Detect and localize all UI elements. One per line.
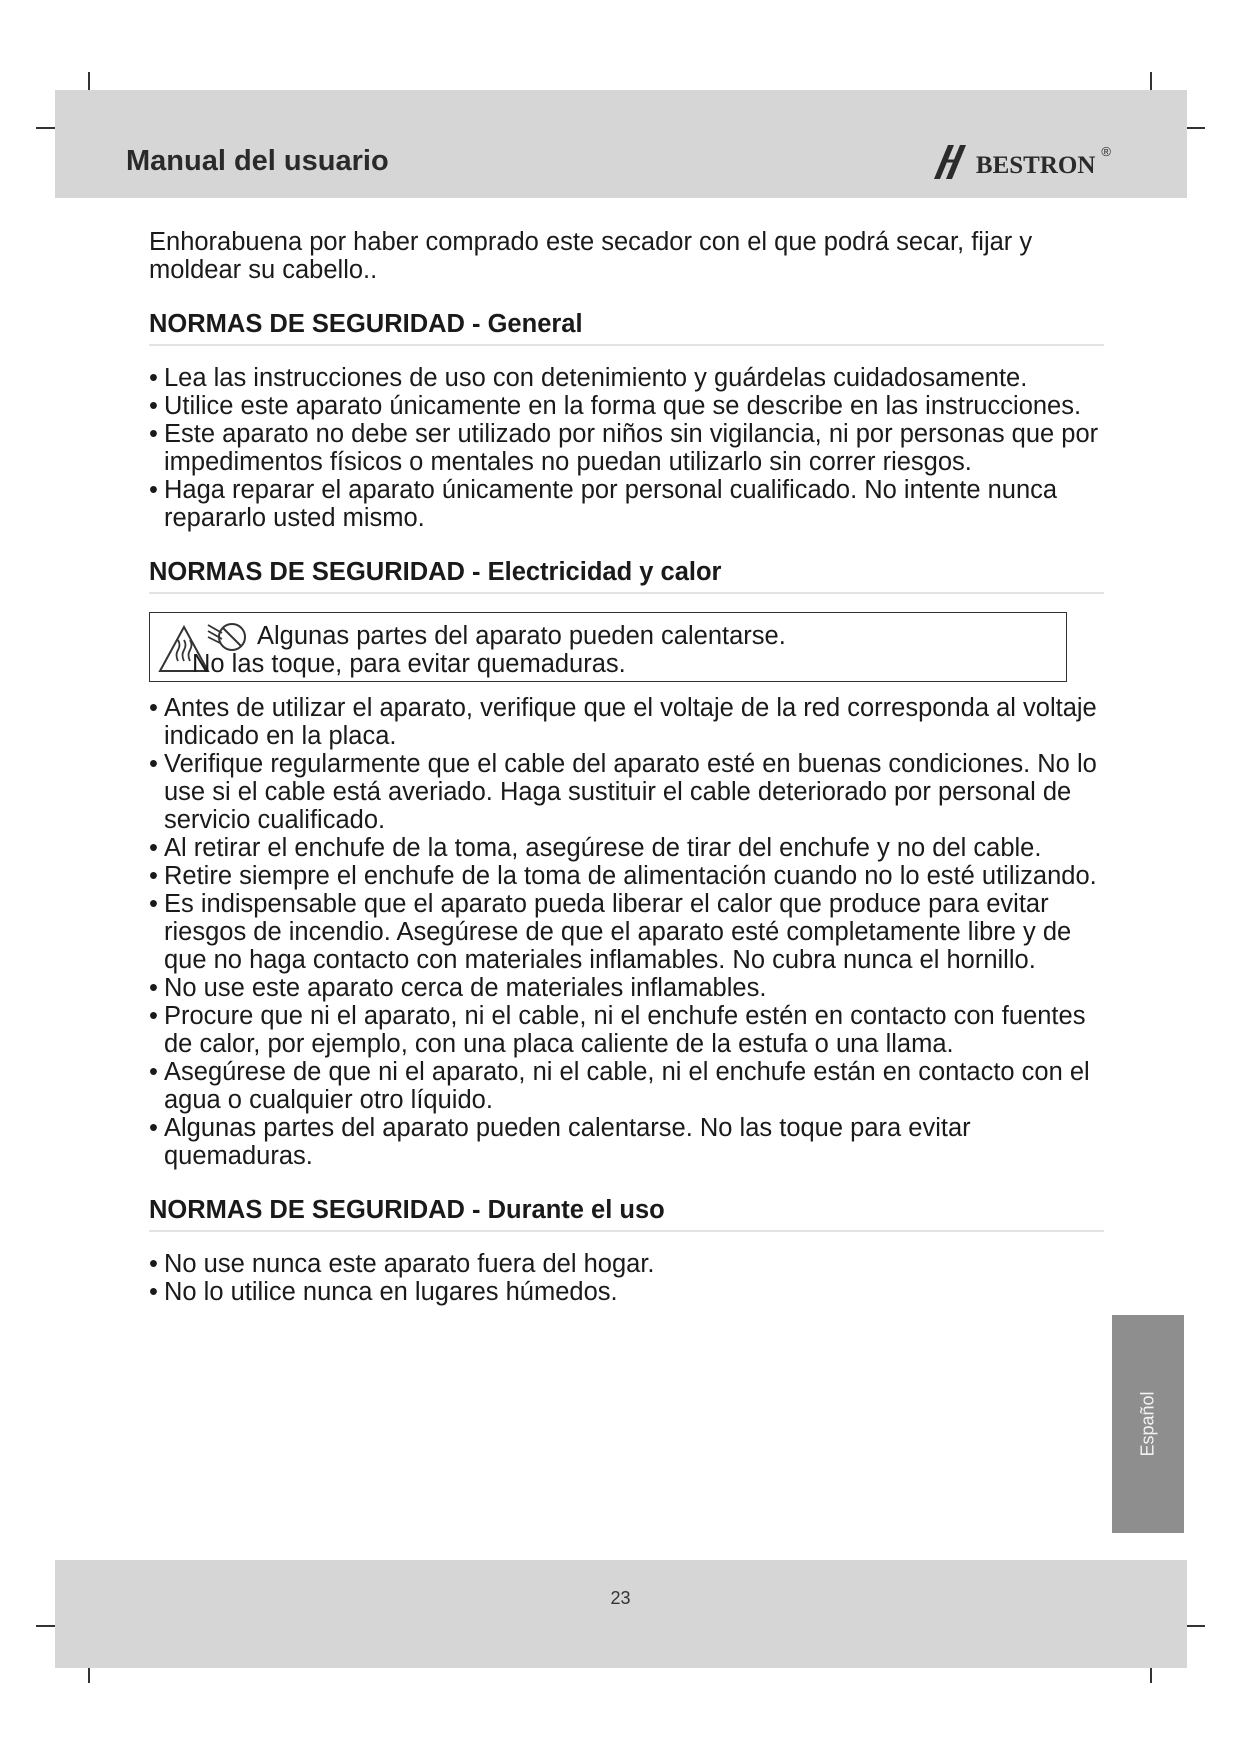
bullet-dot-icon: • [149, 694, 158, 722]
list-item: • Retire siempre el enchufe de la toma de alimentación cuando no lo esté utilizando. [149, 862, 1097, 890]
footer-band [55, 1560, 1187, 1668]
hot-surface-warning-box [149, 612, 1067, 682]
list-item: • Antes de utilizar el aparato, verifique que el voltaje de la red corresponda al voltaje indicado en la placa. [149, 694, 1097, 750]
bullet-dot-icon: • [149, 862, 158, 890]
list-item: • Procure que ni el aparato, ni el cable, ni el enchufe estén en contacto con fuentes de calor, por ejemplo, con una placa caliente de la estufa o una llama. [149, 1002, 1086, 1058]
list-item: • Utilice este aparato únicamente en la forma que se describe en las instrucciones. [149, 392, 1082, 420]
bullet-dot-icon: • [149, 1250, 158, 1278]
bullet-dot-icon: • [149, 890, 158, 918]
language-label: Español [1137, 1391, 1158, 1457]
bullet-dot-icon: • [149, 420, 158, 448]
safety-list-electricity [149, 694, 1109, 1170]
list-item: • No lo utilice nunca en lugares húmedos. [149, 1278, 618, 1306]
list-item: • Lea las instrucciones de uso con detenimiento y guárdelas cuidadosamente. [149, 364, 1028, 392]
warning-text-line1: Algunas partes del aparato pueden calentarse. [257, 622, 786, 650]
section-heading-general: NORMAS DE SEGURIDAD - General [149, 310, 1104, 346]
registered-mark: ® [1101, 144, 1111, 159]
brand-logo [932, 140, 1111, 182]
bullet-dot-icon: • [149, 392, 158, 420]
bullet-dot-icon: • [149, 364, 158, 392]
bullet-dot-icon: • [149, 1278, 158, 1306]
list-item: • Algunas partes del aparato pueden calentarse. No las toque para evitar quemaduras. [149, 1114, 971, 1170]
safety-list-general [149, 364, 1109, 532]
bullet-dot-icon: • [149, 1002, 158, 1030]
list-item: • No use este aparato cerca de materiales inflamables. [149, 974, 767, 1002]
list-item: • Verifique regularmente que el cable del aparato esté en buenas condiciones. No lo use si el cable está averiado. Haga sustituir el cable deteriorado por personal de servicio cualificado. [149, 750, 1097, 834]
bullet-dot-icon: • [149, 974, 158, 1002]
bullet-dot-icon: • [149, 1058, 158, 1086]
section-heading-electricity: NORMAS DE SEGURIDAD - Electricidad y calor [149, 558, 1104, 594]
list-item: • Este aparato no debe ser utilizado por niños sin vigilancia, ni por personas que por impedimentos físicos o mentales no puedan utilizarlo sin correr riesgos. [149, 420, 1099, 476]
bullet-dot-icon: • [149, 476, 158, 504]
bullet-dot-icon: • [149, 1114, 158, 1142]
bullet-dot-icon: • [149, 750, 158, 778]
bullet-dot-icon: • [149, 834, 158, 862]
list-item: • Asegúrese de que ni el aparato, ni el cable, ni el enchufe están en contacto con el agua o cualquier otro líquido. [149, 1058, 1090, 1114]
list-item: • No use nunca este aparato fuera del hogar. [149, 1250, 655, 1278]
intro-text: Enhorabuena por haber comprado este secador con el que podrá secar, fijar y moldear su cabello.. [149, 228, 1033, 284]
list-item: • Es indispensable que el aparato pueda liberar el calor que produce para evitar riesgos de incendio. Asegúrese de que el aparato esté completamente libre y de que no haga contacto con materiales inflamables. No cubra nunca el hornillo. [149, 890, 1072, 974]
page-title: Manual del usuario [126, 145, 389, 177]
section-heading-usage: NORMAS DE SEGURIDAD - Durante el uso [149, 1196, 1104, 1232]
main-content [149, 228, 1109, 1332]
brand-name: bestron [975, 141, 1096, 181]
warning-text-line2: No las toque, para evitar quemaduras. [192, 650, 626, 678]
language-tab [1112, 1315, 1184, 1533]
list-item: • Al retirar el enchufe de la toma, asegúrese de tirar del enchufe y no del cable. [149, 834, 1042, 862]
bestron-chevron-logo-icon [932, 141, 970, 181]
list-item: • Haga reparar el aparato únicamente por personal cualificado. No intente nunca repararlo usted mismo. [149, 476, 1058, 532]
safety-list-usage [149, 1250, 1109, 1306]
page-number: 23 [610, 1588, 631, 1608]
